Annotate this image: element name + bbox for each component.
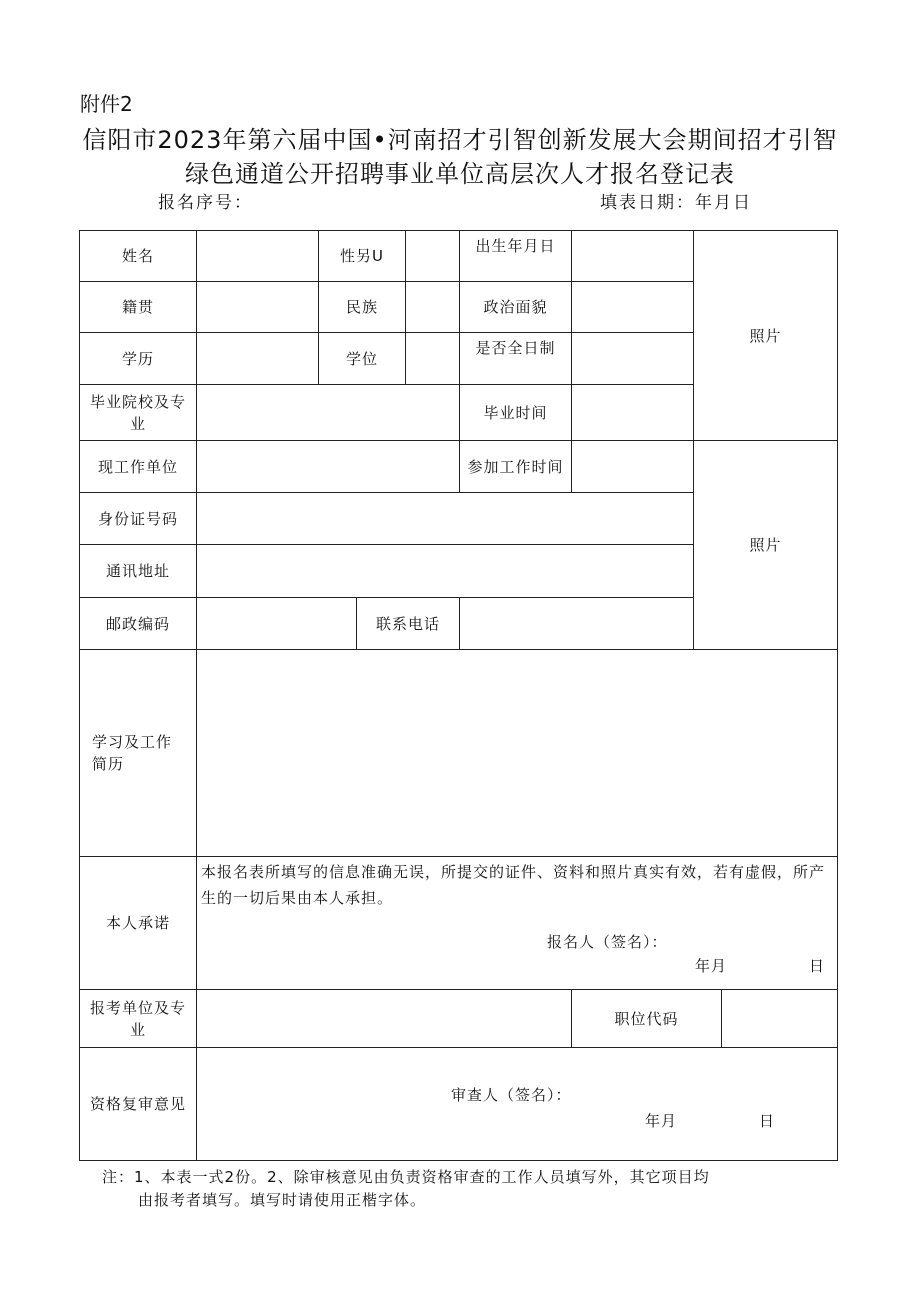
political-status-label: 政治面貌: [460, 282, 572, 333]
birth-date-field[interactable]: [572, 231, 694, 282]
promise-cell: [197, 857, 838, 990]
photo-box-2[interactable]: [694, 441, 838, 650]
footnote-line2: 由报考者填写。填写时请使用正楷字体。: [138, 1191, 427, 1209]
ethnicity-label: 民族: [319, 282, 406, 333]
promise-label: 本人承诺: [80, 857, 197, 990]
registration-form-table: [79, 230, 838, 1161]
id-number-label: 身份证号码: [80, 493, 197, 545]
postcode-field[interactable]: [197, 598, 357, 650]
photo-label-1: 照片: [749, 326, 782, 345]
graduation-time-label: 毕业时间: [460, 385, 572, 441]
resume-field[interactable]: [197, 650, 838, 857]
id-number-field[interactable]: [197, 493, 694, 545]
reviewer-day-label: 日: [759, 1112, 776, 1130]
name-field[interactable]: [197, 231, 319, 282]
form-title-line2: 绿色通道公开招聘事业单位高层次人才报名登记表: [185, 160, 735, 188]
applicant-signature-label: 报名人（签名）：: [547, 933, 668, 951]
apply-unit-label: 报考单位及专业: [80, 990, 197, 1048]
birth-date-label: 出生年月日: [460, 231, 572, 282]
graduation-time-field[interactable]: [572, 385, 694, 441]
promise-text: 本报名表所填写的信息准确无误，所提交的证件、资料和照片真实有效，若有虚假，所产生的一切后果由本人承担。: [201, 863, 826, 907]
footnote-line1: 注：1、本表一式2份。2、除审核意见由负责资格审查的工作人员填写外，其它项目均: [102, 1168, 710, 1186]
fulltime-field[interactable]: [572, 333, 694, 385]
address-field[interactable]: [197, 545, 694, 598]
photo-box-1[interactable]: [694, 231, 838, 441]
phone-label: 联系电话: [357, 598, 460, 650]
reviewer-date-label: 年月: [645, 1112, 678, 1130]
degree-label: 学位: [319, 333, 406, 385]
resume-label-line1: 学习及工作: [92, 733, 173, 751]
applicant-date-label: 年月: [695, 957, 728, 975]
gender-field[interactable]: [406, 231, 460, 282]
apply-unit-field[interactable]: [197, 990, 572, 1048]
degree-field[interactable]: [406, 333, 460, 385]
fulltime-label: 是否全日制: [460, 333, 572, 385]
resume-label: [80, 650, 197, 857]
native-place-field[interactable]: [197, 282, 319, 333]
political-status-field[interactable]: [572, 282, 694, 333]
resume-label-line2: 简历: [92, 755, 125, 773]
work-unit-label: 现工作单位: [80, 441, 197, 493]
gender-label: 性另U: [319, 231, 406, 282]
name-label: 姓名: [80, 231, 197, 282]
native-place-label: 籍贯: [80, 282, 197, 333]
reviewer-signature-label: 审查人（签名）：: [451, 1086, 572, 1104]
postcode-label: 邮政编码: [80, 598, 197, 650]
attachment-label: 附件2: [80, 92, 133, 116]
education-field[interactable]: [197, 333, 319, 385]
applicant-day-label: 日: [809, 957, 826, 975]
fill-date-label: 填表日期：年月日: [600, 193, 752, 213]
serial-number-label: 报名序号：: [158, 193, 253, 213]
position-code-label: 职位代码: [572, 990, 722, 1048]
phone-field[interactable]: [460, 598, 694, 650]
form-title-line1: 信阳市2023年第六届中国•河南招才引智创新发展大会期间招才引智: [82, 126, 838, 154]
ethnicity-field[interactable]: [406, 282, 460, 333]
work-start-time-label: 参加工作时间: [460, 441, 572, 493]
position-code-field[interactable]: [722, 990, 838, 1048]
education-label: 学历: [80, 333, 197, 385]
review-label: 资格复审意见: [80, 1048, 197, 1161]
photo-label-2: 照片: [749, 536, 782, 554]
review-cell: [197, 1048, 838, 1161]
address-label: 通讯地址: [80, 545, 197, 598]
work-start-time-field[interactable]: [572, 441, 694, 493]
work-unit-field[interactable]: [197, 441, 460, 493]
school-major-label: 毕业院校及专业: [80, 385, 197, 441]
school-major-field[interactable]: [197, 385, 460, 441]
